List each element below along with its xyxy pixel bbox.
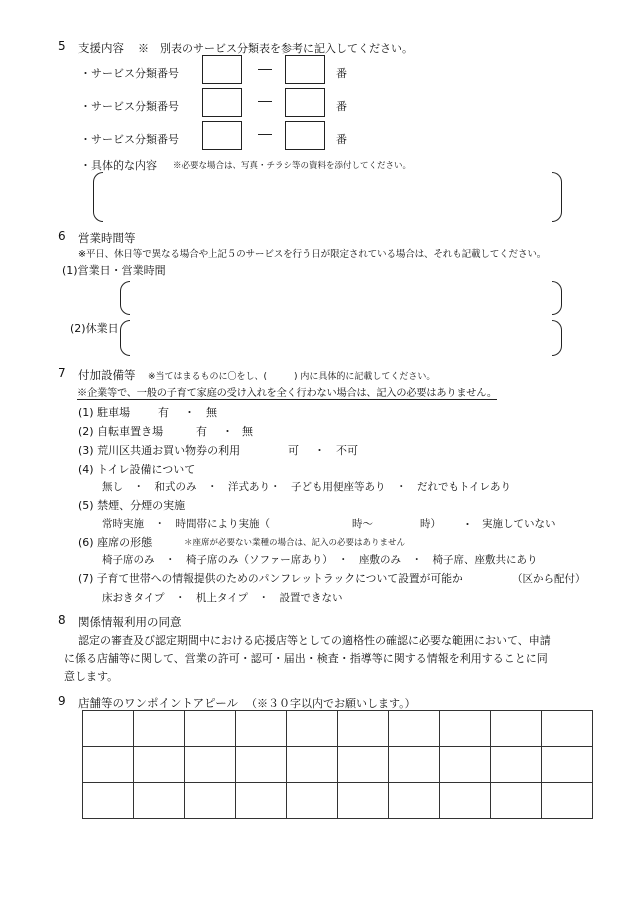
left-bracket <box>120 281 130 315</box>
detail-label: ・具体的な内容 <box>80 159 157 172</box>
appeal-cell[interactable] <box>236 711 287 747</box>
voucher-label: (3) 荒川区共通お買い物券の利用 <box>78 444 241 457</box>
service-code-input-a[interactable] <box>202 121 242 150</box>
s8-line2: に係る店舗等に関して、営業の許可・認可・届出・検査・指導等に関する情報を利用することに同 <box>64 652 548 665</box>
dash-separator <box>258 134 272 135</box>
s8-number: 8 <box>58 613 66 627</box>
appeal-cell[interactable] <box>542 783 593 819</box>
s7-number: 7 <box>58 366 66 380</box>
appeal-cell[interactable] <box>185 783 236 819</box>
appeal-cell[interactable] <box>338 783 389 819</box>
appeal-cell[interactable] <box>287 711 338 747</box>
appeal-cell[interactable] <box>440 747 491 783</box>
left-bracket <box>120 320 130 356</box>
service-code-input-b[interactable] <box>285 121 325 150</box>
appeal-cell[interactable] <box>134 747 185 783</box>
s7-note2: ※企業等で、一般の子育て家庭の受け入れを全く行わない場合は、記入の必要はありません。 <box>77 384 497 400</box>
appeal-cell[interactable] <box>83 747 134 783</box>
ban-label: 番 <box>336 100 347 113</box>
appeal-cell[interactable] <box>83 711 134 747</box>
appeal-cell[interactable] <box>185 711 236 747</box>
holiday-label: (2)休業日 <box>70 322 119 335</box>
appeal-cell[interactable] <box>338 747 389 783</box>
rack-label: (7) 子育て世帯への情報提供のためのパンフレットラックについて設置が可能か <box>78 572 463 585</box>
rack-note: （区から配付） <box>512 573 586 585</box>
service-code-input-b[interactable] <box>285 88 325 117</box>
appeal-cell[interactable] <box>338 711 389 747</box>
appeal-cell[interactable] <box>83 783 134 819</box>
appeal-cell[interactable] <box>287 783 338 819</box>
appeal-cell[interactable] <box>287 747 338 783</box>
appeal-cell[interactable] <box>542 711 593 747</box>
parking-label: (1) 駐車場 <box>78 406 131 419</box>
voucher-option-yes[interactable]: 可 <box>288 444 299 457</box>
s9-title: 店舗等のワンポイントアピール <box>78 696 238 710</box>
appeal-row <box>83 747 593 783</box>
appeal-cell[interactable] <box>440 783 491 819</box>
service-code-input-b[interactable] <box>285 55 325 84</box>
parking-option-no[interactable]: 無 <box>206 406 217 419</box>
service-code-input-a[interactable] <box>202 55 242 84</box>
appeal-cell[interactable] <box>542 747 593 783</box>
appeal-cell[interactable] <box>389 783 440 819</box>
appeal-cell[interactable] <box>491 783 542 819</box>
smoking-label: (5) 禁煙、分煙の実施 <box>78 499 186 512</box>
s5-note: ※ 別表のサービス分類表を参考に記入してください。 <box>138 42 413 55</box>
s5-title: 支援内容 <box>78 41 124 55</box>
appeal-cell[interactable] <box>134 711 185 747</box>
toilet-label: (4) トイレ設備について <box>78 463 196 476</box>
appeal-row <box>83 711 593 747</box>
separator-dot: ・ <box>314 444 325 457</box>
separator-dot: ・ <box>184 406 195 419</box>
separator-dot: ・ <box>222 425 233 438</box>
seating-options[interactable]: 椅子席のみ ・ 椅子席のみ（ソファー席あり） ・ 座敷のみ ・ 椅子席、座敷共にあり <box>102 554 538 566</box>
seating-note: ＊座席が必要ない業種の場合は、記入の必要はありません <box>184 538 406 548</box>
smoking-option-always[interactable]: 常時実施 ・ 時間帯により実施（ <box>102 518 270 530</box>
s9-note: （※３０字以内でお願いします。） <box>246 697 416 710</box>
service-label: ・サービス分類番号 <box>80 133 179 146</box>
s6-title: 営業時間等 <box>78 231 136 245</box>
appeal-cell[interactable] <box>236 783 287 819</box>
s8-line3: 意します。 <box>64 670 119 683</box>
business-hours-label: (1)営業日・営業時間 <box>62 264 166 277</box>
smoking-option-none[interactable]: 実施していない <box>482 518 556 530</box>
s5-number: 5 <box>58 39 66 53</box>
smoking-time-to: 時） <box>420 518 441 530</box>
s7-note: ※当てはまるものに〇をし、( ) 内に具体的に記載してください。 <box>148 372 436 382</box>
toilet-options[interactable]: 無し ・ 和式のみ ・ 洋式あり・ 子ども用便座等あり ・ だれでもトイレあり <box>102 481 511 493</box>
appeal-row <box>83 783 593 819</box>
appeal-cell[interactable] <box>491 747 542 783</box>
rack-options[interactable]: 床おきタイプ ・ 机上タイプ ・ 設置できない <box>102 592 343 604</box>
appeal-cell[interactable] <box>389 711 440 747</box>
service-code-input-a[interactable] <box>202 88 242 117</box>
s6-note: ※平日、休日等で異なる場合や上記５のサービスを行う日が限定されている場合は、それも記載してください。 <box>78 249 547 260</box>
ban-label: 番 <box>336 67 347 80</box>
appeal-cell[interactable] <box>389 747 440 783</box>
s6-number: 6 <box>58 229 66 243</box>
smoking-time-from: 時～ <box>352 518 373 530</box>
s8-title: 関係情報利用の同意 <box>78 615 182 629</box>
appeal-cell[interactable] <box>185 747 236 783</box>
appeal-cell[interactable] <box>134 783 185 819</box>
s7-title: 付加設備等 <box>78 368 136 382</box>
s9-number: 9 <box>58 694 66 708</box>
dash-separator <box>258 69 272 70</box>
right-bracket <box>552 320 562 356</box>
ban-label: 番 <box>336 133 347 146</box>
service-label: ・サービス分類番号 <box>80 100 179 113</box>
right-bracket <box>552 281 562 315</box>
appeal-cell[interactable] <box>491 711 542 747</box>
right-bracket <box>552 172 562 222</box>
bicycle-option-no[interactable]: 無 <box>242 425 253 438</box>
appeal-grid <box>82 710 593 819</box>
s8-line1: 認定の審査及び認定期間中における応援店等としての適格性の確認に必要な範囲において、申請 <box>78 634 551 647</box>
service-label: ・サービス分類番号 <box>80 67 179 80</box>
bicycle-option-yes[interactable]: 有 <box>196 425 207 438</box>
parking-option-yes[interactable]: 有 <box>158 406 169 419</box>
separator-dot: ・ <box>462 518 473 531</box>
bicycle-label: (2) 自転車置き場 <box>78 425 164 438</box>
detail-note: ※必要な場合は、写真・チラシ等の資料を添付してください。 <box>173 161 412 171</box>
appeal-cell[interactable] <box>236 747 287 783</box>
voucher-option-no[interactable]: 不可 <box>336 444 358 457</box>
seating-label: (6) 座席の形態 <box>78 536 153 549</box>
dash-separator <box>258 101 272 102</box>
left-bracket <box>93 172 103 222</box>
appeal-cell[interactable] <box>440 711 491 747</box>
